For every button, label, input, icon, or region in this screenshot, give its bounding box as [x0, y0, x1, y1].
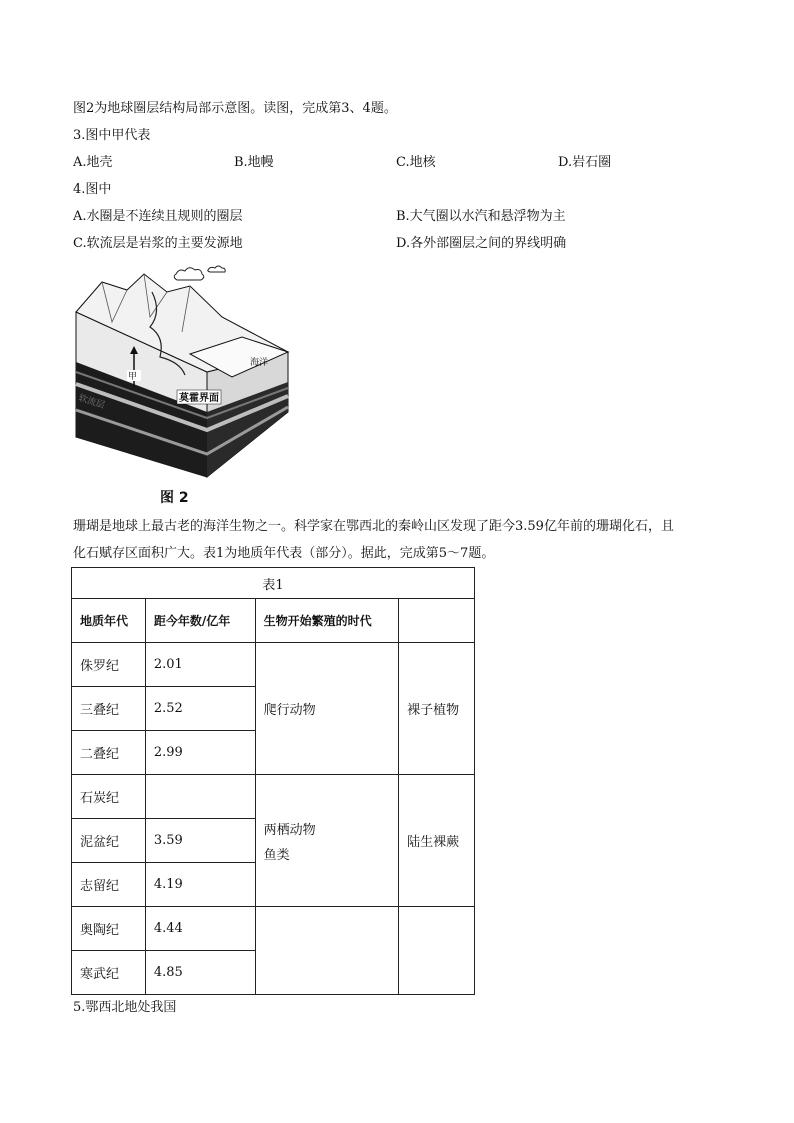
q4-option-d: D.各外部圈层之间的界线明确	[396, 236, 567, 251]
period-cell: 二叠纪	[72, 731, 146, 775]
q5-stem: 5.鄂西北地处我国	[73, 1000, 177, 1015]
figure-caption: 图 2	[160, 490, 189, 506]
q3-option-b: B.地幔	[234, 155, 274, 170]
period-cell: 寒武纪	[72, 951, 146, 995]
q3-option-a: A.地壳	[73, 155, 113, 170]
table-row	[72, 907, 475, 951]
years-cell: 3.59	[145, 819, 255, 863]
animals-cell	[255, 775, 399, 907]
plants-cell-empty	[399, 907, 475, 995]
period-cell: 三叠纪	[72, 687, 146, 731]
table-header-years: 距今年数/亿年	[145, 599, 255, 643]
table-row	[72, 775, 475, 819]
animals-cell-empty	[255, 907, 399, 995]
figure-label-ocean: 海洋	[250, 358, 269, 368]
years-cell: 2.52	[145, 687, 255, 731]
plants-cell: 裸子植物	[399, 643, 475, 775]
animals-line-1: 两栖动物	[263, 822, 316, 838]
geologic-time-table	[71, 567, 475, 995]
period-cell: 志留纪	[72, 863, 146, 907]
figure-label-asthenosphere: 软流层	[77, 393, 106, 412]
table-header-era: 生物开始繁殖的时代	[255, 599, 399, 643]
plants-cell: 陆生裸蕨	[399, 775, 475, 907]
q3-option-c: C.地核	[396, 155, 436, 170]
passage-line-1: 珊瑚是地球上最古老的海洋生物之一。科学家在鄂西北的秦岭山区发现了距今3.59亿年前的珊瑚化石，且	[73, 519, 674, 534]
table-header-period: 地质年代	[72, 599, 146, 643]
years-cell: 4.19	[145, 863, 255, 907]
animals-line-2: 鱼类	[263, 847, 290, 863]
figure-label-jia: 甲	[128, 372, 138, 382]
period-cell: 侏罗纪	[72, 643, 146, 687]
earth-layers-figure	[72, 262, 294, 480]
table-header-blank	[399, 599, 475, 643]
passage-line-2: 化石赋存区面积广大。表1为地质年代表（部分）。据此，完成第5～7题。	[73, 546, 495, 561]
clouds-icon	[174, 266, 225, 280]
table-caption: 表1	[72, 568, 475, 599]
intro-text: 图2为地球圈层结构局部示意图。读图，完成第3、4题。	[73, 101, 397, 116]
q4-option-c: C.软流层是岩浆的主要发源地	[73, 236, 243, 251]
figure-label-moho: 莫霍界面	[179, 393, 219, 404]
years-cell: 2.99	[145, 731, 255, 775]
table-row	[72, 643, 475, 687]
period-cell: 泥盆纪	[72, 819, 146, 863]
q4-option-a: A.水圈是不连续且规则的圈层	[73, 209, 243, 224]
years-cell: 4.85	[145, 951, 255, 995]
years-cell: 4.44	[145, 907, 255, 951]
q3-option-d: D.岩石圈	[558, 155, 612, 170]
period-cell: 奥陶纪	[72, 907, 146, 951]
years-cell: 2.01	[145, 643, 255, 687]
q4-stem: 4.图中	[73, 182, 112, 197]
q3-stem: 3.图中甲代表	[73, 128, 151, 143]
years-cell	[145, 775, 255, 819]
q4-option-b: B.大气圈以水汽和悬浮物为主	[396, 209, 566, 224]
period-cell: 石炭纪	[72, 775, 146, 819]
animals-cell: 爬行动物	[255, 643, 399, 775]
